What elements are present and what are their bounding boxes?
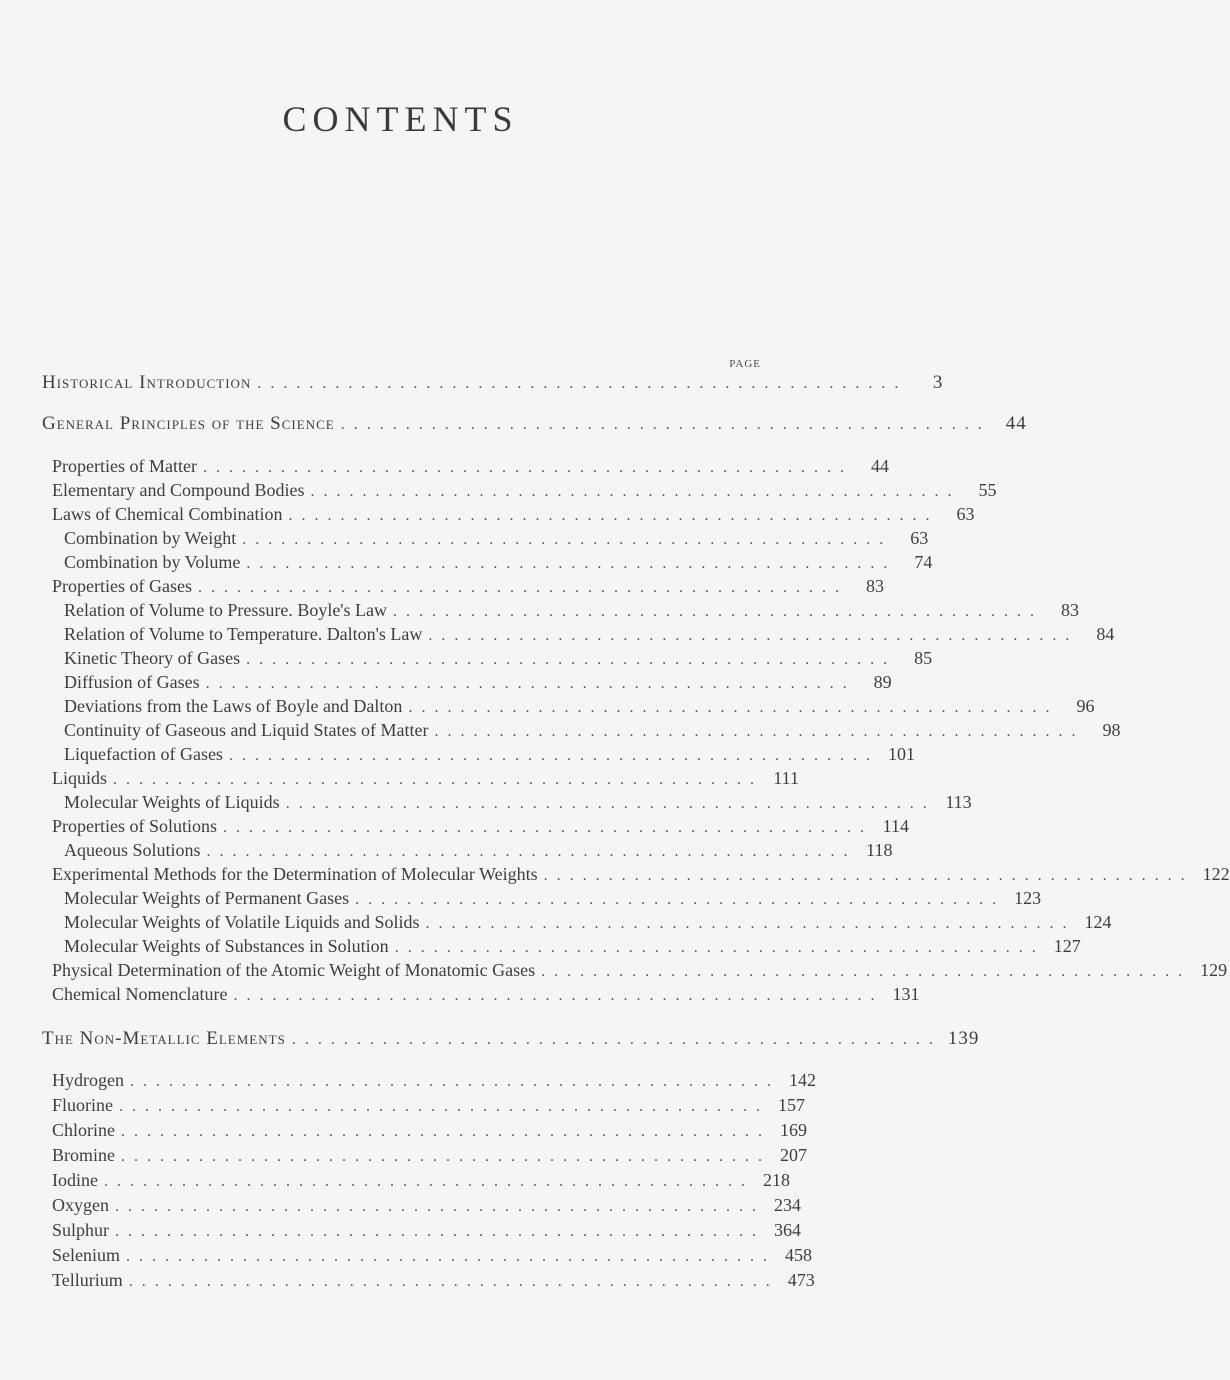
- toc-entry-title: Molecular Weights of Permanent Gases: [64, 888, 350, 908]
- leader-dots: ..................................................: [228, 747, 879, 764]
- toc-entry-title: Historical Introduction: [42, 372, 252, 393]
- toc-entry-page: 3: [932, 372, 944, 393]
- toc-entry-page: 218: [762, 1170, 790, 1190]
- toc-entry-page: 114: [882, 816, 909, 836]
- leader-dots: ..................................................: [119, 1098, 769, 1115]
- toc-entry: [64, 624, 1115, 648]
- leader-dots: ..................................................: [128, 1273, 779, 1290]
- toc-entry-title: General Principles of the Science: [42, 413, 335, 434]
- toc-entry-page: 127: [1053, 936, 1081, 956]
- toc-entry-title: Properties of Gases: [52, 576, 192, 596]
- toc-entry-page: 157: [778, 1095, 805, 1115]
- toc-entry-page: 83: [1061, 600, 1080, 620]
- leader-dots: ..................................................: [291, 1031, 942, 1048]
- leader-dots: ..................................................: [285, 795, 936, 812]
- leader-dots: ..................................................: [257, 375, 908, 392]
- leader-dots: ..................................................: [233, 987, 884, 1004]
- leader-dots: ..................................................: [541, 963, 1192, 980]
- toc-entry-title: Sulphur: [52, 1220, 110, 1240]
- toc-entry: [42, 1028, 980, 1052]
- leader-dots: ..................................................: [425, 915, 1076, 932]
- toc-entry: [52, 768, 800, 792]
- toc-entry-page: 122: [1202, 864, 1230, 884]
- toc-entry-title: Molecular Weights of Volatile Liquids and Solids: [64, 912, 420, 932]
- leader-dots: ..................................................: [310, 483, 961, 500]
- toc-entry-page: 101: [887, 744, 915, 764]
- toc-entry: [52, 456, 889, 480]
- toc-entry-page: 169: [780, 1120, 807, 1140]
- leader-dots: ..................................................: [115, 1198, 765, 1215]
- leader-dots: ..................................................: [206, 843, 857, 860]
- toc-entry: [42, 413, 1027, 437]
- toc-entry: [52, 1095, 805, 1119]
- toc-entry-page: 63: [910, 528, 929, 548]
- toc-entry: [52, 984, 920, 1008]
- toc-entry: [64, 552, 933, 576]
- toc-entry-title: Fluorine: [52, 1095, 113, 1115]
- toc-entry-title: Properties of Matter: [52, 456, 197, 476]
- toc-entry: [52, 1145, 807, 1169]
- leader-dots: ..................................................: [288, 507, 939, 524]
- toc-entry-title: Bromine: [52, 1145, 115, 1165]
- leader-dots: ..................................................: [121, 1148, 771, 1165]
- leader-dots: ..................................................: [355, 891, 1006, 908]
- toc-entry: [64, 888, 1042, 912]
- toc-entry-title: Tellurium: [52, 1270, 123, 1290]
- toc-entry-title: Molecular Weights of Substances in Solution: [64, 936, 389, 956]
- toc-entry-page: 83: [865, 576, 884, 596]
- toc-entry-page: 458: [785, 1245, 812, 1265]
- toc-entry-title: Physical Determination of the Atomic Weight of Monatomic Gases: [52, 960, 536, 980]
- toc-entry: [52, 576, 884, 600]
- toc-entry-page: 139: [947, 1028, 980, 1049]
- toc-entry: [52, 960, 1228, 984]
- toc-entry-page: 364: [774, 1220, 802, 1240]
- toc-entry-title: Selenium: [52, 1245, 120, 1265]
- toc-entry: [64, 912, 1112, 936]
- toc-entry: [64, 936, 1081, 960]
- toc-entry-page: 96: [1076, 696, 1095, 716]
- toc-entry-title: Properties of Solutions: [52, 816, 217, 836]
- leader-dots: ..................................................: [543, 867, 1194, 884]
- toc-entry-page: 113: [945, 792, 972, 812]
- toc-entry: [52, 1270, 815, 1294]
- toc-entry-title: Relation of Volume to Pressure. Boyle's Law: [64, 600, 388, 620]
- toc-entry-page: 131: [892, 984, 920, 1004]
- leader-dots: ..................................................: [121, 1123, 771, 1140]
- toc-entry: [64, 744, 915, 768]
- toc-entry-title: Continuity of Gaseous and Liquid States of Matter: [64, 720, 429, 740]
- toc-entry-page: 89: [873, 672, 892, 692]
- toc-entry-title: Diffusion of Gases: [64, 672, 200, 692]
- toc-entry: [64, 672, 892, 696]
- leader-dots: ..................................................: [393, 603, 1044, 620]
- toc-entry-title: Combination by Volume: [64, 552, 241, 572]
- leader-dots: ..................................................: [242, 531, 893, 548]
- leader-dots: ..................................................: [408, 699, 1059, 716]
- page-title: CONTENTS: [282, 99, 519, 139]
- toc-entry-title: Aqueous Solutions: [64, 840, 201, 860]
- toc-entry-title: Liquefaction of Gases: [64, 744, 223, 764]
- leader-dots: ..................................................: [246, 651, 897, 668]
- toc-entry-page: 44: [1005, 413, 1027, 434]
- toc-entry-page: 63: [956, 504, 975, 524]
- leader-dots: ..................................................: [340, 416, 991, 433]
- toc-entry: [64, 528, 929, 552]
- toc-entry-page: 74: [914, 552, 933, 572]
- toc-entry: [52, 1220, 802, 1244]
- leader-dots: ..................................................: [205, 675, 856, 692]
- toc-entry: [52, 864, 1230, 888]
- toc-entry-page: 123: [1014, 888, 1042, 908]
- leader-dots: ..................................................: [223, 819, 873, 836]
- toc-entry: [52, 1195, 801, 1219]
- leader-dots: ..................................................: [103, 1173, 754, 1190]
- toc-entry-title: Liquids: [52, 768, 108, 788]
- toc-entry-page: 111: [773, 768, 800, 788]
- toc-entry: [52, 1070, 816, 1094]
- leader-dots: ..................................................: [129, 1073, 780, 1090]
- leader-dots: ..................................................: [126, 1248, 776, 1265]
- toc-entry-title: Oxygen: [52, 1195, 109, 1215]
- toc-entry: [52, 504, 975, 528]
- toc-entry-title: Deviations from the Laws of Boyle and Dalton: [64, 696, 403, 716]
- toc-entry-title: Chlorine: [52, 1120, 115, 1140]
- leader-dots: ..................................................: [246, 555, 897, 572]
- toc-entry-page: 44: [870, 456, 889, 476]
- toc-entry-page: 85: [914, 648, 933, 668]
- toc-entry: [52, 1120, 807, 1144]
- toc-entry-title: Relation of Volume to Temperature. Dalton's Law: [64, 624, 423, 644]
- leader-dots: ..................................................: [428, 627, 1079, 644]
- toc-entry: [64, 792, 972, 816]
- toc-entry-title: Elementary and Compound Bodies: [52, 480, 305, 500]
- toc-entry-page: 129: [1200, 960, 1228, 980]
- toc-entry-page: 84: [1096, 624, 1115, 644]
- toc-entry-page: 207: [780, 1145, 807, 1165]
- toc-entry-page: 118: [866, 840, 893, 860]
- toc-entry: [52, 1170, 790, 1194]
- toc-entry: [52, 816, 909, 840]
- toc-entry: [64, 600, 1080, 624]
- toc-entry-title: Combination by Weight: [64, 528, 237, 548]
- toc-entry-title: Molecular Weights of Liquids: [64, 792, 280, 812]
- toc-entry: [42, 372, 944, 396]
- toc-entry-title: Experimental Methods for the Determination of Molecular Weights: [52, 864, 538, 884]
- leader-dots: ..................................................: [394, 939, 1045, 956]
- toc-entry: [64, 696, 1095, 720]
- toc-entry-page: 473: [787, 1270, 815, 1290]
- toc-entry-page: 142: [788, 1070, 816, 1090]
- toc-entry: [64, 720, 1121, 744]
- toc-entry-title: Laws of Chemical Combination: [52, 504, 283, 524]
- leader-dots: ..................................................: [113, 771, 764, 788]
- leader-dots: ..................................................: [434, 723, 1085, 740]
- toc-entry: [52, 480, 997, 504]
- page-column-header: PAGE: [729, 358, 761, 370]
- toc-entry-page: 98: [1102, 720, 1121, 740]
- toc-entry-page: 234: [774, 1195, 801, 1215]
- toc-entry: [64, 648, 933, 672]
- toc-entry-title: Kinetic Theory of Gases: [64, 648, 241, 668]
- toc-entry-title: Hydrogen: [52, 1070, 124, 1090]
- toc-entry: [64, 840, 893, 864]
- toc-entry-page: 55: [978, 480, 997, 500]
- toc-entry-page: 124: [1084, 912, 1112, 932]
- toc-entry-title: Chemical Nomenclature: [52, 984, 228, 1004]
- toc-entry: [52, 1245, 812, 1269]
- toc-entry-title: Iodine: [52, 1170, 98, 1190]
- toc-entry-title: The Non-Metallic Elements: [42, 1028, 286, 1049]
- leader-dots: ..................................................: [115, 1223, 766, 1240]
- leader-dots: ..................................................: [197, 579, 848, 596]
- leader-dots: ..................................................: [202, 459, 853, 476]
